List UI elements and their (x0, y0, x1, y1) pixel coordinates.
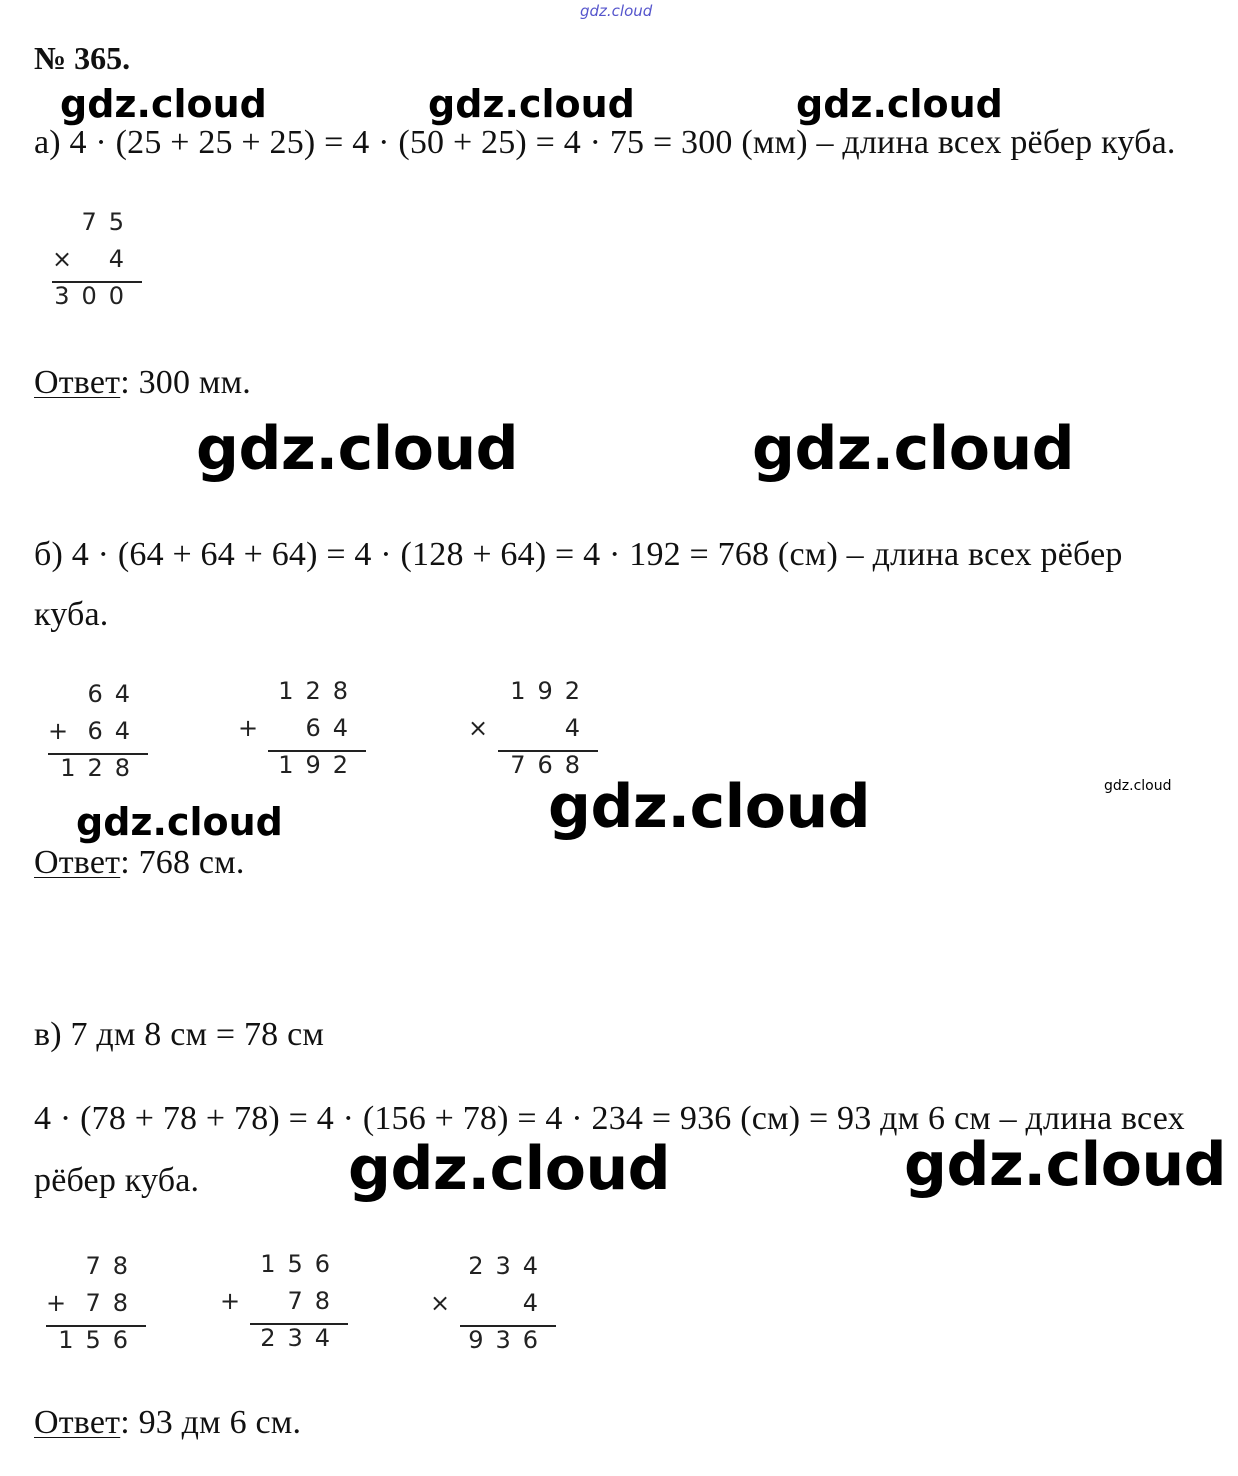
calc-result: 300 (54, 282, 136, 310)
answer-value: : 300 мм. (120, 364, 251, 401)
answer-value: : 768 см. (120, 844, 245, 881)
answer-label: Ответ (34, 844, 121, 881)
part-b-calculation-2 (238, 677, 366, 788)
calc-operator: + (48, 717, 69, 745)
calc-top: 234 (468, 1252, 550, 1280)
part-a-answer (34, 364, 251, 402)
watermark: gdz.cloud (196, 414, 519, 484)
answer-label: Ответ (34, 364, 121, 401)
calc-operator: × (52, 245, 73, 273)
part-c-calculation-3 (430, 1252, 556, 1363)
part-c-equation-line1: 4 · (78 + 78 + 78) = 4 · (156 + 78) = 4 · 234 = 936 (см) = 93 дм 6 см – длина всех (34, 1100, 1185, 1137)
part-b-equation-line1: б) 4 · (64 + 64 + 64) = 4 · (128 + 64) = 4 · 192 = 768 (см) – длина всех рёбер (34, 536, 1123, 573)
part-b-answer (34, 844, 245, 882)
calc-bottom: 4 (522, 1289, 550, 1317)
part-c-answer (34, 1404, 301, 1442)
watermark-small: gdz.cloud (1104, 778, 1172, 794)
watermark: gdz.cloud (60, 82, 267, 126)
part-b-calculation-1 (48, 680, 148, 791)
answer-label: Ответ (34, 1404, 121, 1441)
watermark: gdz.cloud (548, 772, 871, 842)
calc-result: 936 (468, 1326, 550, 1354)
part-a-equation: а) 4 · (25 + 25 + 25) = 4 · (50 + 25) = 4 · 75 = 300 (мм) – длина всех рёбер куба. (34, 124, 1176, 161)
calc-bottom: 78 (85, 1289, 140, 1317)
watermark: gdz.cloud (904, 1130, 1227, 1200)
calc-result: 192 (278, 751, 360, 779)
top-watermark: gdz.cloud (580, 2, 653, 20)
calc-bottom: 64 (305, 714, 360, 742)
calc-bottom: 78 (287, 1287, 342, 1315)
watermark: gdz.cloud (348, 1134, 671, 1204)
calc-result: 128 (60, 754, 142, 782)
part-a-calculation (52, 208, 142, 319)
calc-top: 75 (81, 208, 136, 236)
calc-operator: + (220, 1287, 241, 1315)
calc-top: 64 (87, 680, 142, 708)
calc-operator: + (238, 714, 259, 742)
calc-bottom: 4 (108, 245, 136, 273)
calc-bottom: 4 (564, 714, 592, 742)
watermark: gdz.cloud (796, 82, 1003, 126)
calc-result: 234 (260, 1324, 342, 1352)
watermark: gdz.cloud (76, 800, 283, 844)
watermark: gdz.cloud (752, 414, 1075, 484)
answer-value: : 93 дм 6 см. (120, 1404, 302, 1441)
problem-number: № 365. (34, 40, 131, 76)
part-c-calculation-2 (220, 1250, 348, 1361)
calc-top: 192 (510, 677, 592, 705)
calc-result: 768 (510, 751, 592, 779)
calc-result: 156 (58, 1326, 140, 1354)
part-b-equation-line2: куба. (34, 596, 109, 633)
calc-operator: × (468, 714, 489, 742)
part-c-equation-line2: рёбер куба. (34, 1162, 200, 1199)
calc-top: 78 (85, 1252, 140, 1280)
part-c-conversion: в) 7 дм 8 см = 78 см (34, 1016, 325, 1053)
calc-top: 128 (278, 677, 360, 705)
part-c-calculation-1 (46, 1252, 146, 1363)
calc-bottom: 64 (87, 717, 142, 745)
watermark: gdz.cloud (428, 82, 635, 126)
calc-operator: × (430, 1289, 451, 1317)
calc-top: 156 (260, 1250, 342, 1278)
calc-operator: + (46, 1289, 67, 1317)
